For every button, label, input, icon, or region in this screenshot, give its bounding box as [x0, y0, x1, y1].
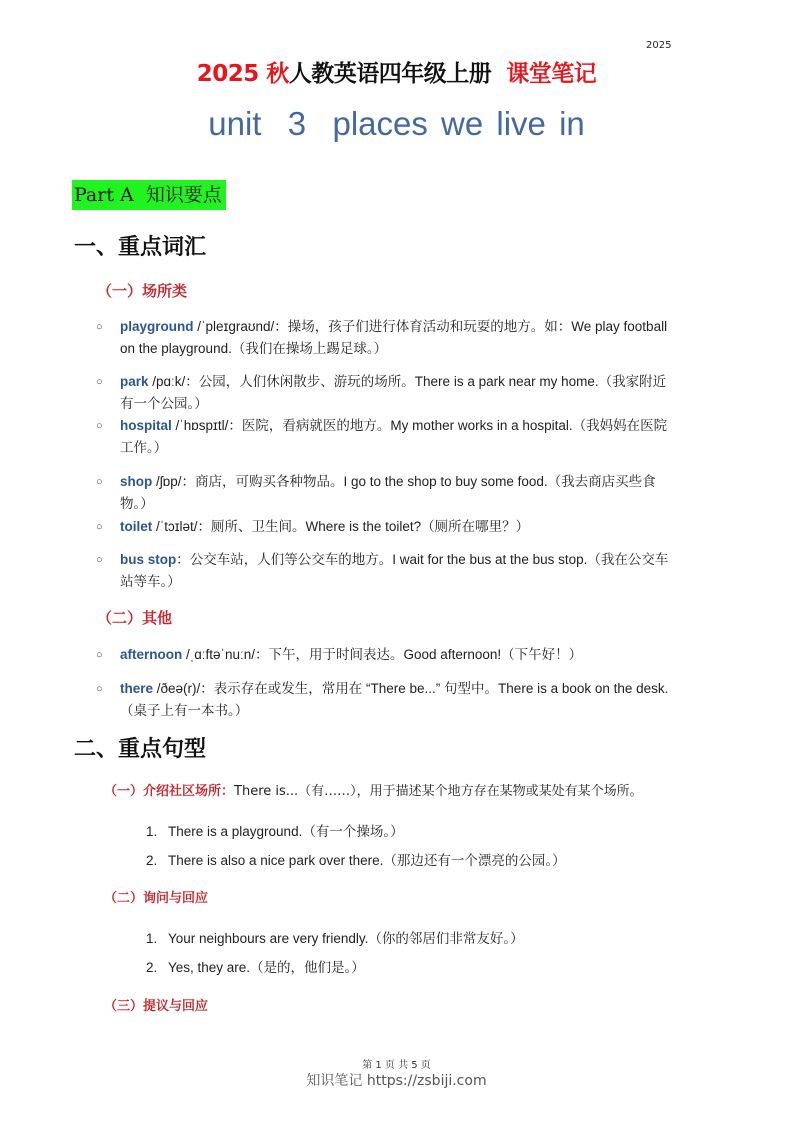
sentence-text: There is a playground.（有一个操场。）	[168, 824, 404, 839]
sentence-item	[146, 928, 746, 950]
vocab-item-bus-stop	[96, 549, 720, 593]
sentence-number: 2.	[146, 853, 158, 868]
vocab-item-toilet	[96, 516, 720, 538]
sentence-item	[146, 850, 746, 872]
sentence-number: 1.	[146, 824, 158, 839]
vocab-definition: /ʃɒp/：商店，可购买各种物品。I go to the shop to buy some food.（我去商店买些食	[152, 474, 656, 489]
intro-group-title: （一）介绍社区场所：	[104, 784, 235, 799]
places-group-heading: （一）场所类	[97, 282, 188, 300]
bullet-icon: ○	[96, 521, 103, 533]
page-number: 第 1 页 共 5 页	[362, 1060, 431, 1071]
vocab-section-heading: 一、重点词汇	[74, 234, 207, 260]
sentence-number: 1.	[146, 931, 158, 946]
vocab-definition-cont: 有一个公园。）	[120, 396, 208, 411]
bullet-icon: ○	[96, 476, 103, 488]
vocab-word: park	[120, 374, 149, 389]
vocab-definition: /pɑːk/：公园，人们休闲散步、游玩的场所。There is a park near my home.（我家附近	[148, 374, 667, 389]
vocab-word: shop	[120, 474, 153, 489]
vocab-item-shop	[96, 471, 720, 515]
intro-group-heading	[104, 782, 643, 802]
title-book: 人教英语四年级上册	[288, 61, 492, 87]
vocab-definition: /ˈhɒspɪtl/：医院，看病就医的地方。My mother works in a hospital.（我妈妈在医院	[171, 418, 668, 433]
bullet-icon: ○	[96, 321, 103, 333]
sentence-text: Your neighbours are very friendly.（你的邻居们非常友好。）	[168, 931, 524, 946]
corner-year-tag: 2025	[646, 40, 672, 51]
bullet-icon: ○	[96, 420, 103, 432]
part-a-label: Part A 知识要点	[72, 180, 226, 210]
other-group-heading: （二）其他	[97, 609, 173, 627]
vocab-word: bus stop	[120, 552, 177, 567]
suggest-group-heading: （三）提议与回应	[104, 999, 209, 1014]
vocab-definition: ：公交车站，人们等公交车的地方。I wait for the bus at the bus stop.（我在公交车	[176, 552, 669, 567]
sentence-section-heading: 二、重点句型	[74, 736, 207, 762]
vocab-item-playground	[96, 316, 720, 360]
vocab-definition: /ˌɑːftəˈnuːn/：下午，用于时间表达。Good afternoon!（下午好！）	[182, 647, 583, 662]
vocab-definition: /ðeə(r)/：表示存在或发生，常用在 “There be...” 句型中。There is a book on the desk.	[153, 681, 669, 696]
bullet-icon: ○	[96, 554, 103, 566]
bullet-icon: ○	[96, 649, 103, 661]
unit-subtitle: unit 3 places we live in	[208, 105, 585, 142]
sentence-item	[146, 957, 746, 979]
vocab-word: playground	[120, 319, 194, 334]
sentence-number: 2.	[146, 960, 158, 975]
vocab-definition: /ˈtɔɪlət/：厕所、卫生间。Where is the toilet?（厕所在哪里？）	[152, 519, 530, 534]
title-notes: 课堂笔记	[506, 61, 597, 87]
vocab-definition-cont: on the playground.（我们在操场上踢足球。）	[120, 341, 388, 356]
bullet-icon: ○	[96, 683, 103, 695]
vocab-word: toilet	[120, 519, 153, 534]
vocab-item-hospital	[96, 415, 720, 459]
vocab-word: there	[120, 681, 154, 696]
site-watermark: 知识笔记 https://zsbiji.com	[306, 1073, 487, 1089]
vocab-definition: /ˈpleɪɡraʊnd/：操场，孩子们进行体育活动和玩耍的地方。如：We play football	[193, 319, 668, 334]
vocab-item-afternoon	[96, 644, 720, 666]
vocab-definition-cont: 工作。）	[120, 440, 168, 455]
intro-group-explanation: There is...（有……），用于描述某个地方存在某物或某处有某个场所。	[234, 784, 643, 799]
sentence-item	[146, 821, 746, 843]
document-title	[0, 58, 793, 90]
vocab-word: afternoon	[120, 647, 183, 662]
vocab-item-park	[96, 371, 720, 415]
vocab-word: hospital	[120, 418, 172, 433]
sentence-text: There is also a nice park over there.（那边还有一个漂亮的公园。）	[168, 853, 566, 868]
vocab-item-there	[96, 678, 720, 722]
vocab-definition-cont: （桌子上有一本书。）	[120, 703, 249, 718]
bullet-icon: ○	[96, 376, 103, 388]
sentence-text: Yes, they are.（是的，他们是。）	[168, 960, 365, 975]
vocab-definition-cont: 物。）	[120, 496, 154, 511]
page-footer	[0, 1060, 793, 1090]
vocab-definition-cont: 站等车。）	[120, 574, 181, 589]
title-year-term: 2025 秋	[196, 61, 289, 87]
ask-group-heading: （二）询问与回应	[104, 891, 209, 906]
